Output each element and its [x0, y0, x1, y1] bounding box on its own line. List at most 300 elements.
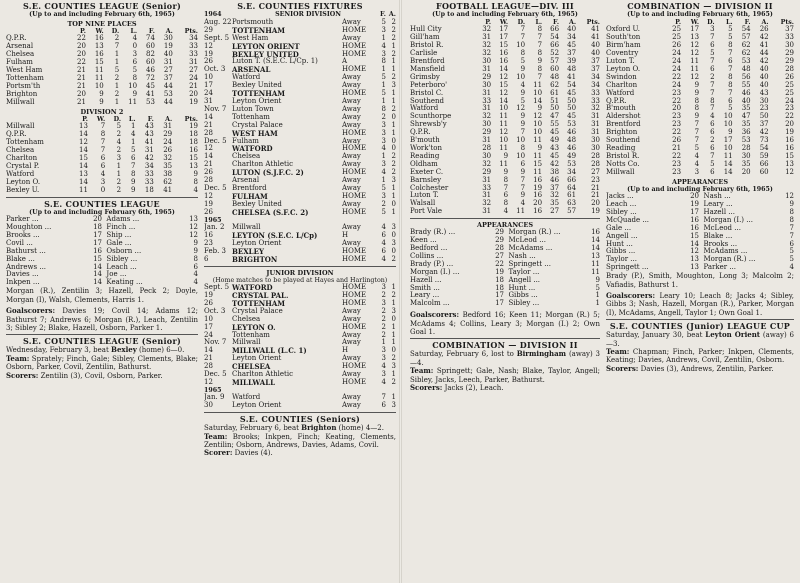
stat-value: 20 [672, 104, 682, 113]
stat-value: 63 [567, 199, 577, 208]
fixture-against: 2 [391, 254, 396, 263]
team-name: B'mouth [606, 104, 636, 113]
stat-value: 8 [537, 25, 543, 34]
team-name: Southend [410, 96, 444, 105]
fixture-against: 1 [391, 183, 396, 192]
stat-value: 25 [672, 33, 682, 42]
fixture-against: 1 [391, 338, 396, 347]
fixture-for: 2 [381, 291, 386, 299]
fixture-opponent: LEYTON ORIENT [232, 41, 300, 51]
fixture-for: 3 [381, 346, 386, 355]
player-name: Angell ... [504, 275, 541, 284]
appearance-row [606, 264, 794, 272]
team-name: Reading [606, 144, 636, 152]
stat-value: 60 [550, 64, 560, 73]
stat-value: 16 [785, 144, 794, 152]
stat-value: 41 [591, 25, 600, 34]
stat-value: 37 [759, 120, 769, 129]
fixture-venue: HOME [342, 49, 367, 58]
fixture-opponent: Chelsea [232, 314, 261, 323]
team-name: Aldershot [606, 112, 641, 121]
player-name: Morgan (R.) ... [504, 228, 561, 237]
fixture-date: 29 [204, 25, 213, 34]
fixture-venue: HOME [342, 254, 367, 263]
fixture-against: 1 [391, 207, 396, 216]
column-header: P. [485, 18, 492, 26]
fixture-venue: Away [342, 136, 361, 145]
stat-value: 33 [189, 50, 198, 59]
stat-value: 3 [694, 167, 700, 176]
stat-value: 5 [520, 96, 526, 105]
stat-value: 8 [728, 72, 733, 81]
stat-value: 7 [694, 120, 700, 129]
stat-value: 17 [499, 25, 509, 34]
fixture-row [204, 209, 396, 217]
stat-value: 5 [710, 159, 715, 168]
f-header: F. [379, 11, 386, 18]
stat-value: 5 [710, 49, 715, 58]
team-name: West Ham [6, 66, 43, 75]
stat-value: 1 [116, 169, 122, 178]
stat-value: 1 [114, 50, 120, 59]
stat-value: 3 [116, 154, 122, 163]
fixture-against: 1 [391, 322, 396, 331]
player-name: Malcolm ... [410, 299, 450, 308]
column-header: P. [80, 27, 86, 35]
stat-value: 22 [672, 151, 682, 160]
fixture-venue: Away [342, 330, 361, 339]
fixture-venue: HOME [342, 283, 367, 292]
stat-value: 8 [694, 96, 700, 105]
stat-value: 11 [690, 57, 700, 66]
player-apps: 12 [785, 192, 794, 201]
fixture-against: 1 [391, 298, 396, 307]
player-apps: 9 [595, 275, 600, 284]
appearance-row [410, 300, 600, 308]
stat-value: 17 [499, 33, 509, 42]
stat-value: 9 [694, 80, 700, 89]
fixture-against: 0 [391, 314, 396, 323]
stat-value: 34 [567, 167, 577, 176]
stat-value: 28 [785, 64, 794, 73]
stat-value: 21 [76, 81, 86, 90]
stat-value: 1 [131, 122, 136, 131]
stat-value: 13 [94, 42, 104, 51]
fixture-against: 3 [391, 238, 396, 247]
stat-value: 9 [99, 89, 104, 98]
stat-value: 12 [533, 112, 543, 121]
stat-value: 20 [741, 167, 751, 176]
stat-value: 9 [132, 89, 138, 98]
appearances-extra: Morgan (R.), Zentilin 3; Hazell, Peck 2; Doyle, Morgan (I), Walsh, Clements, Harris 1. [6, 287, 198, 304]
fixture-row [204, 379, 396, 387]
league-table-combination [606, 19, 794, 177]
fixture-against: 1 [391, 370, 396, 379]
league-table-top-nine [6, 28, 198, 107]
match-result: Saturday, January 30, beat Leyton Orient (away) 6—3. [606, 330, 794, 348]
stat-value: 66 [550, 25, 560, 34]
stat-value: 40 [567, 25, 577, 34]
stat-value: 24 [672, 80, 682, 89]
stat-value: 5 [114, 66, 120, 75]
stat-value: 4 [132, 34, 138, 43]
stat-value: 62 [550, 80, 560, 89]
stat-value: 19 [163, 42, 173, 51]
stat-value: 6 [132, 58, 138, 67]
match-team: Team: Sprately; Finch, Gale; Sibley, Clements, Blake; Osborn, Parker, Covil, Zentilin, Bathurst. [6, 353, 198, 372]
stat-value: 32 [482, 199, 492, 208]
stat-value: 2 [114, 73, 120, 82]
stat-value: 62 [163, 177, 173, 186]
team-name: Bristol R. [410, 41, 444, 50]
stat-value: 26 [672, 136, 682, 145]
stat-value: 31 [591, 120, 600, 129]
match-scorers: Scorer: Davies (4). [204, 448, 273, 458]
stat-value: 46 [567, 128, 577, 137]
fixture-venue: Away [342, 73, 361, 82]
stat-value: 30 [591, 144, 600, 152]
appearances-table [410, 229, 600, 308]
stat-value: 16 [533, 207, 543, 216]
player-apps: 6 [789, 239, 794, 248]
fixture-date: 24 [204, 330, 213, 339]
fixture-against: 2 [391, 33, 396, 42]
fixture-against: 3 [391, 176, 396, 185]
stat-value: 53 [741, 57, 751, 66]
fixture-venue: HOME [342, 362, 367, 371]
player-apps: 9 [193, 238, 198, 247]
fixture-opponent: CHELSEA [232, 362, 271, 372]
team-name: Portsm'th [6, 81, 41, 90]
stat-value: 4 [694, 159, 700, 168]
fixture-for: 3 [381, 283, 386, 292]
player-name: Parker ... [699, 263, 737, 272]
stat-value: 64 [567, 183, 577, 192]
fixture-venue: Away [342, 152, 361, 161]
stat-value: 5 [728, 104, 733, 113]
stat-value: 10 [516, 136, 526, 145]
stat-value: 8 [193, 177, 198, 186]
stat-value: 2 [114, 89, 120, 98]
fixture-opponent: Tottenham [232, 112, 270, 121]
team-name: Luton T. [410, 191, 439, 200]
column-fixtures [204, 2, 396, 581]
fixture-against: 0 [391, 199, 396, 208]
player-apps: 13 [690, 255, 700, 264]
stat-value: 5 [132, 66, 138, 75]
fixture-for: 6 [381, 230, 386, 239]
column-header: F. [147, 115, 154, 123]
stat-value: 9 [520, 167, 526, 176]
player-name: Hazell ... [699, 207, 735, 216]
player-apps: 14 [591, 243, 600, 252]
page-subtitle: (Up to and including February 6th, 1965) [627, 11, 773, 18]
stat-value: 35 [741, 159, 751, 168]
stat-value: 7 [710, 88, 715, 97]
stat-value: 34 [591, 72, 600, 81]
column-header: P. [82, 115, 88, 123]
stat-value: 82 [146, 50, 155, 59]
stat-value: 22 [785, 112, 794, 121]
stat-value: 11 [94, 73, 104, 82]
stat-value: 9 [520, 191, 526, 200]
team-name: Oxford U. [606, 25, 641, 34]
player-name: Hunt ... [504, 283, 536, 292]
player-name: Springett ... [606, 263, 649, 272]
stat-value: 11 [128, 97, 138, 106]
stat-value: 62 [741, 49, 751, 58]
column-header: D. [517, 18, 526, 26]
stat-value: 14 [723, 167, 733, 176]
stat-value: 72 [146, 73, 155, 82]
player-name: Keen ... [410, 236, 437, 245]
fixture-date: 31 [204, 96, 213, 105]
stat-value: 40 [741, 96, 751, 105]
stat-value: 7 [728, 88, 733, 97]
stat-value: 24 [189, 73, 198, 82]
fixture-against: 3 [391, 401, 396, 410]
stat-value: 10 [533, 88, 543, 97]
divider [204, 412, 396, 413]
fixture-for: 2 [381, 112, 386, 121]
stat-value: 29 [785, 57, 794, 66]
match-title: S.E. COUNTIES (Seniors) [239, 414, 361, 425]
stat-value: 21 [672, 144, 682, 152]
stat-value: 6 [100, 154, 106, 163]
team-name: Brighton [606, 128, 638, 137]
stat-value: 62 [741, 41, 751, 50]
player-apps: 5 [789, 247, 794, 256]
fixture-against: 1 [391, 393, 396, 402]
fixture-for: 3 [381, 370, 386, 379]
team-name: Leyton O. [6, 177, 41, 186]
fixture-opponent: Luton T. (S.E.C. L/Cp. 1) [232, 57, 318, 66]
fixture-against: 2 [391, 354, 396, 363]
team-name: B'mouth [410, 136, 440, 145]
fixture-venue: Away [342, 112, 361, 121]
fixture-for: 3 [381, 298, 386, 307]
stat-value: 30 [591, 136, 600, 145]
year-label: 1964 [204, 11, 222, 18]
fixture-opponent: BEXLEY UNITED [232, 49, 299, 59]
fixture-opponent: WATFORD [232, 283, 273, 293]
fixture-against: 3 [391, 223, 396, 232]
divider [410, 218, 600, 219]
stat-value: 52 [550, 49, 560, 58]
stat-value: 0 [132, 42, 138, 51]
stat-value: 14 [533, 96, 543, 105]
stat-value: 30 [759, 96, 769, 105]
fixture-opponent: CRYSTAL PAL. [232, 291, 289, 300]
stat-value: 48 [567, 136, 577, 145]
stat-value: 9 [520, 112, 526, 121]
stat-value: 24 [785, 96, 794, 105]
stat-value: 39 [567, 57, 577, 66]
column-header: W. [96, 115, 106, 123]
stat-value: 15 [79, 154, 88, 163]
fixture-for: 4 [381, 238, 386, 247]
fixture-opponent: CHELSEA (S.F.C. 2) [232, 207, 309, 217]
stat-value: 13 [690, 33, 700, 42]
player-name: McLeod ... [699, 223, 741, 232]
stat-value: 3 [710, 25, 715, 34]
appearances-table [606, 193, 794, 272]
match-result: Saturday, February 6, lost to Birmingham (away) 3—4. [410, 349, 600, 367]
stat-value: 2 [710, 136, 715, 145]
stat-value: 45 [567, 88, 577, 97]
stat-value: 20 [785, 120, 794, 129]
fixture-venue: HOME [342, 25, 367, 34]
stat-value: 40 [759, 72, 769, 81]
fixture-venue: Away [342, 338, 361, 347]
column-header: A. [568, 18, 577, 26]
match-scorers: Scorers: Davies (3), Andrews, Zentilin, Parker. [606, 363, 774, 373]
stat-value: 4 [131, 130, 136, 139]
column-header: A. [165, 115, 173, 123]
stat-value: 20 [76, 89, 86, 98]
team-name: Notts Co. [606, 159, 640, 168]
stat-value: 7 [694, 128, 700, 137]
player-apps: 6 [193, 262, 198, 271]
stat-value: 9 [193, 169, 198, 178]
fixture-for: 2 [381, 199, 386, 208]
fixture-date: 10 [204, 73, 213, 82]
stat-value: 31 [163, 122, 173, 131]
divider [6, 197, 198, 198]
stat-value: 21 [591, 183, 600, 192]
fixture-against: 0 [391, 246, 396, 255]
stat-value: 40 [591, 41, 600, 50]
stat-value: 31 [482, 88, 492, 97]
stat-value: 49 [567, 151, 577, 160]
page-title: COMBINATION — DIVISION II [627, 2, 773, 11]
stat-value: 41 [144, 138, 154, 147]
fixture-for: 1 [381, 65, 386, 74]
stat-value: 8 [503, 175, 509, 184]
fixture-for: 3 [381, 160, 386, 169]
stat-value: 73 [759, 136, 769, 145]
fixture-against: 0 [391, 230, 396, 239]
stat-value: 13 [785, 159, 794, 168]
stat-value: 55 [550, 120, 560, 129]
player-name: Davies ... [6, 270, 39, 279]
team-name: Tottenham [6, 138, 44, 147]
stat-value: 24 [672, 57, 682, 66]
stat-value: 7 [710, 80, 715, 89]
stat-value: 66 [550, 41, 560, 50]
stat-value: 8 [131, 169, 136, 178]
team-name: Exeter C. [410, 167, 444, 176]
stat-value: 8 [728, 80, 733, 89]
stat-value: 24 [672, 49, 682, 58]
stat-value: 38 [550, 167, 560, 176]
stat-value: 13 [189, 162, 198, 170]
stat-value: 60 [146, 58, 155, 67]
division-caption: SENIOR DIVISION [275, 11, 342, 18]
team-name: Q.P.R. [6, 34, 27, 43]
fixture-against: 2 [391, 25, 396, 34]
fixture-for: 3 [381, 49, 386, 58]
column-header: D. [111, 27, 120, 35]
player-apps: 11 [591, 267, 600, 276]
stat-value: 20 [189, 89, 198, 98]
stat-value: 35 [163, 162, 173, 170]
player-apps: 14 [591, 236, 600, 245]
fixture-venue: HOME [342, 322, 367, 331]
stat-value: 21 [76, 66, 86, 75]
fixture-date: 19 [204, 199, 213, 208]
stat-value: 14 [79, 146, 88, 155]
fixture-for: 3 [381, 191, 386, 200]
stat-value: 2 [116, 130, 122, 139]
appearances-table [6, 216, 198, 287]
fixture-for: 3 [381, 128, 386, 137]
stat-value: 60 [759, 167, 769, 176]
match-scorers: Scorers: Jacks (2), Leach. [410, 383, 504, 393]
stat-value: 11 [79, 185, 88, 194]
fixture-venue: H [342, 346, 349, 355]
player-apps: 18 [93, 223, 102, 232]
stat-value: 6 [728, 57, 733, 66]
stat-value: 19 [533, 183, 543, 192]
stat-value: 6 [728, 96, 733, 105]
appearances-extra: Brady (P.), Smith, Moughton, Long 3; Malcolm 2; Vafiadis, Bathurst 1. [606, 272, 794, 289]
stat-value: 16 [533, 175, 543, 184]
fixture-opponent: Leyton Orient [232, 401, 282, 410]
stat-value: 7 [131, 162, 136, 170]
fixture-date: 10 [204, 314, 213, 323]
fixture-opponent: MILLWALL (L.C. 1) [232, 346, 307, 356]
player-apps: 22 [495, 259, 504, 268]
goalscorers: Goalscorers: Leary 10; Leach 8; Jacks 4; Sibley, Gibbs 3; Nash, Hazell, Morgan (R.), Parker, Morgan (I), McAdams, Angell, Taylor 1; Own Goal 1. [606, 291, 794, 317]
player-name: Finch ... [101, 223, 136, 232]
fixture-date: 28 [204, 362, 213, 371]
fixture-venue: HOME [342, 65, 367, 74]
team-name: Reading [410, 151, 440, 160]
stat-value: 42 [759, 128, 769, 137]
stat-value: 32 [482, 41, 492, 50]
stat-value: 50 [567, 96, 577, 105]
team-name: Colchester [410, 183, 449, 192]
stat-value: 29 [482, 167, 492, 176]
stat-value: 34 [189, 34, 198, 43]
stat-value: 46 [567, 144, 577, 152]
player-apps: 17 [93, 230, 102, 239]
stat-value: 60 [146, 42, 155, 51]
player-apps: 13 [690, 263, 700, 272]
player-name: Gibbs ... [504, 291, 538, 300]
fixture-venue: Away [342, 176, 361, 185]
column-header: W. [95, 27, 104, 35]
division-caption: JUNIOR DIVISION [266, 268, 334, 277]
stat-value: 59 [759, 151, 769, 160]
fixture-venue: HOME [342, 377, 367, 386]
stat-value: 7 [520, 33, 526, 42]
player-apps: 5 [789, 255, 794, 264]
column-secounties-tables [6, 2, 198, 581]
stat-value: 12 [516, 104, 526, 113]
fixture-for: 1 [381, 81, 386, 90]
team-name: Arsenal [6, 42, 34, 51]
stat-value: 10 [533, 120, 543, 129]
player-apps: 17 [93, 238, 102, 247]
stat-value: 9 [503, 167, 509, 176]
stat-value: 2 [116, 185, 122, 194]
player-apps: 18 [495, 283, 504, 292]
fixture-date: 28 [204, 128, 213, 137]
stat-value: 7 [728, 49, 733, 58]
fixture-row [204, 402, 396, 410]
